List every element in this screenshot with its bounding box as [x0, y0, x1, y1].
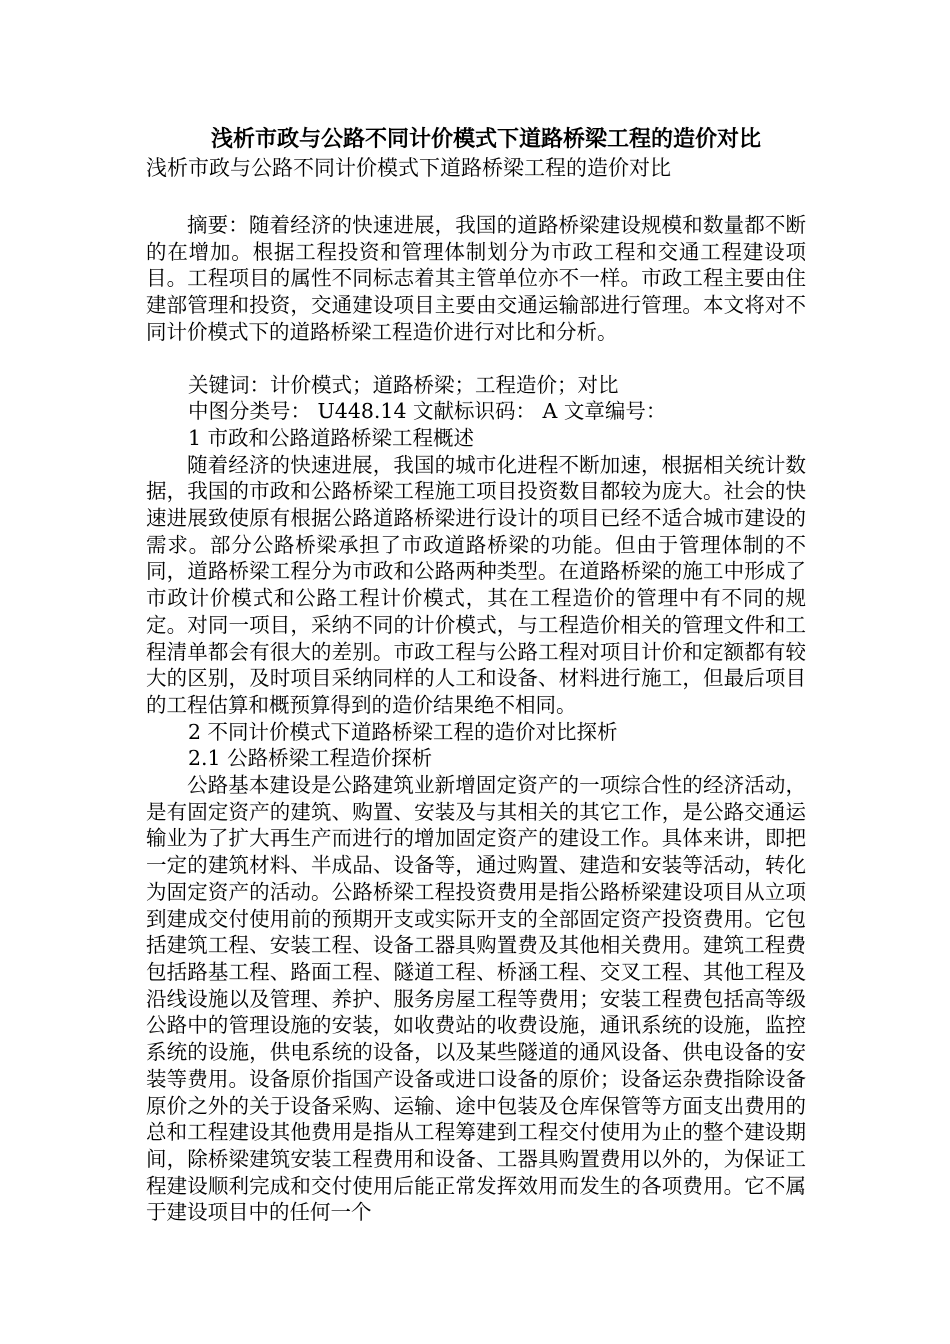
abstract-paragraph: 摘要：随着经济的快速进展，我国的道路桥梁建设规模和数量都不断的在增加。根据工程投资和管理体制划分为市政工程和交通工程建设项目。工程项目的属性不同标志着其主管单位亦不一样。市政工程主要由住建部管理和投资，交通建设项目主要由交通运输部进行管理。本文将对不同计价模式下的道路桥梁工程造价进行对比和分析。 [146, 213, 806, 344]
document-title: 浅析市政与公路不同计价模式下道路桥梁工程的造价对比 [210, 126, 761, 152]
classification-line: 中图分类号： U448.14 文献标识码： A 文章编号： [188, 399, 667, 424]
keywords-line: 关键词：计价模式；道路桥梁；工程造价；对比 [188, 372, 619, 397]
document-page [146, 124, 806, 1226]
section-2-1-paragraph: 公路基本建设是公路建筑业新增固定资产的一项综合性的经济活动，是有固定资产的建筑、购置、安装及与其相关的其它工作，是公路交通运输业为了扩大再生产而进行的增加固定资产的建设工作。具体来讲，即把一定的建筑材料、半成品、设备等，通过购置、建造和安装等活动，转化为固定资产的活动。公路桥梁工程投资费用是指公路桥梁建设项目从立项到建成交付使用前的预期开支或实际开支的全部固定资产投资费用。它包括建筑工程、安装工程、设备工器具购置费及其他相关费用。建筑工程费包括路基工程、路面工程、隧道工程、桥涵工程、交叉工程、其他工程及沿线设施以及管理、养护、服务房屋工程等费用；安装工程费包括高等级公路中的管理设施的安装，如收费站的收费设施，通讯系统的设施，监控系统的设施，供电系统的设备，以及某些隧道的通风设备、供电设备的安装等费用。设备原价指国产设备或进口设备的原价；设备运杂费指除设备原价之外的关于设备采购、运输、途中包装及仓库保管等方面支出费用的总和工程建设其他费用是指从工程筹建到工程交付使用为止的整个建设期间，除桥梁建筑安装工程费用和设备、工器具购置费用以外的，为保证工程建设顺利完成和交付使用后能正常发挥效用而发生的各项费用。它不属于建设项目中的任何一个 [146, 773, 806, 1225]
section-2-1-heading: 2.1 公路桥梁工程造价探析 [188, 746, 433, 771]
section-2-heading: 2 不同计价模式下道路桥梁工程的造价对比探析 [188, 719, 618, 744]
section-1-paragraph: 随着经济的快速进展，我国的城市化进程不断加速，根据相关统计数据，我国的市政和公路桥梁工程施工项目投资数目都较为庞大。社会的快速进展致使原有根据公路道路桥梁进行设计的项目已经不适合城市建设的需求。部分公路桥梁承担了市政道路桥梁的功能。但由于管理体制的不同，道路桥梁工程分为市政和公路两种类型。在道路桥梁的施工中形成了市政计价模式和公路工程计价模式，其在工程造价的管理中有不同的规定。对同一项目，采纳不同的计价模式，与工程造价相关的管理文件和工程清单都会有很大的差别。市政工程与公路工程对项目计价和定额都有较大的区别，及时项目采纳同样的人工和设备、材料进行施工，但最后项目的工程估算和概预算得到的造价结果绝不相同。 [146, 452, 806, 717]
document-subtitle: 浅析市政与公路不同计价模式下道路桥梁工程的造价对比 [146, 156, 671, 180]
section-1-heading: 1 市政和公路道路桥梁工程概述 [188, 425, 475, 450]
spacer [146, 346, 806, 372]
